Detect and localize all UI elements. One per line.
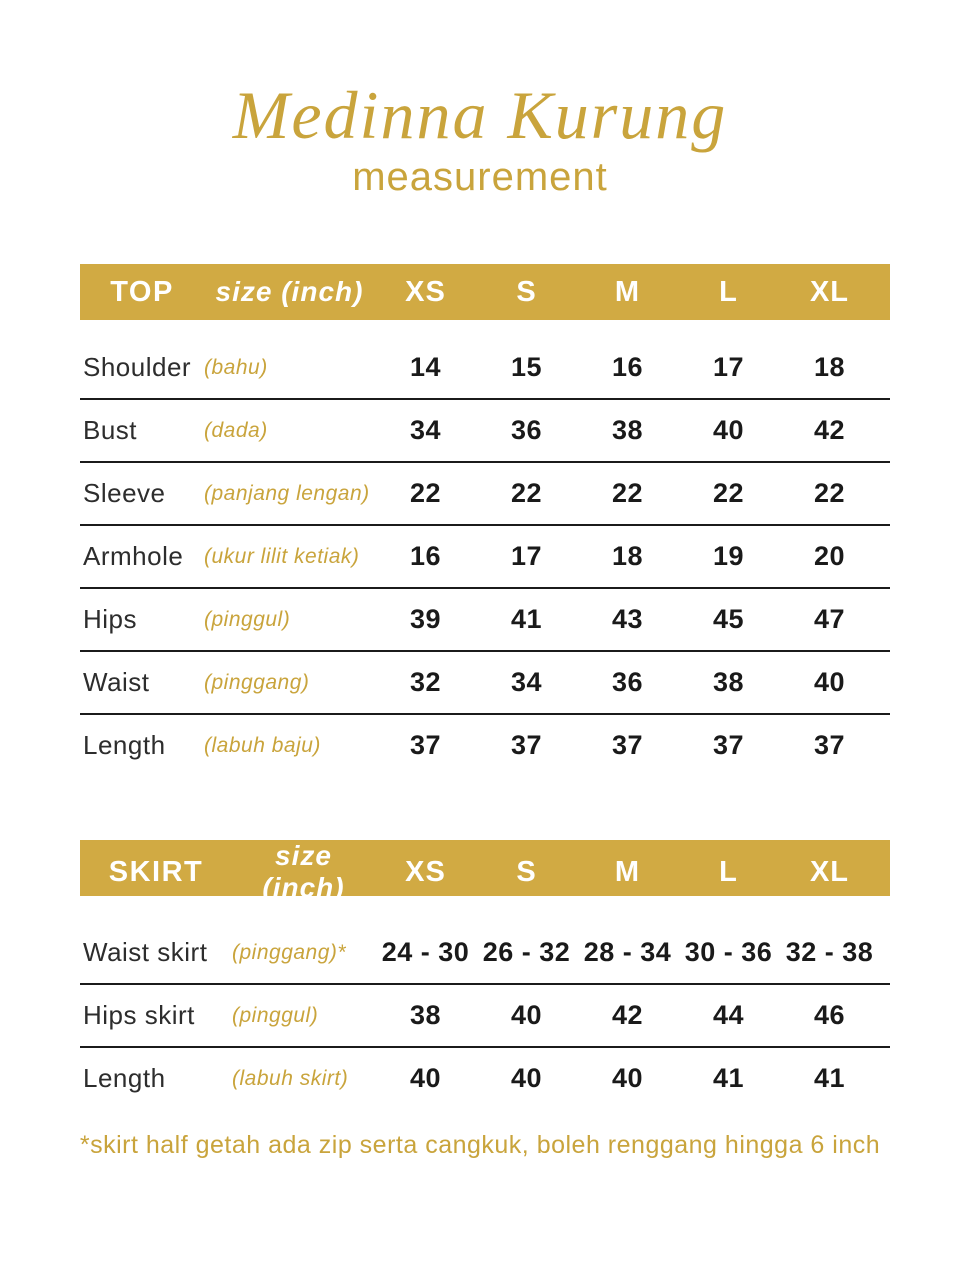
top-size-col-xs: XS <box>405 275 446 308</box>
cell-value: 22 <box>510 478 543 509</box>
cell-value: 36 <box>510 415 543 446</box>
top-size-unit-label: size (inch) <box>215 276 364 308</box>
top-table-header-band <box>80 264 890 320</box>
table-row-hips-skirt <box>80 985 890 1048</box>
top-size-col-l: L <box>719 275 738 308</box>
cell-value: 39 <box>409 604 442 635</box>
row-translation: (ukur lilit ketiak) <box>204 544 360 568</box>
cell-value: 28 - 34 <box>583 937 672 968</box>
table-row-waist-skirt <box>80 922 890 985</box>
row-label: Length <box>83 1063 166 1094</box>
row-translation: (pinggul) <box>232 1003 319 1027</box>
page-subtitle: measurement <box>352 155 608 200</box>
top-size-col-m: M <box>614 275 641 308</box>
row-label: Hips <box>83 604 138 635</box>
cell-value: 40 <box>510 1063 543 1094</box>
skirt-table-category: SKIRT <box>108 855 204 888</box>
cell-value: 32 <box>409 667 442 698</box>
cell-value: 17 <box>712 352 745 383</box>
top-table-category: TOP <box>110 275 174 308</box>
cell-value: 46 <box>813 1000 846 1031</box>
cell-value: 38 <box>712 667 745 698</box>
skirt-size-col-xl: XL <box>809 855 850 888</box>
top-size-col-s: S <box>516 275 537 308</box>
cell-value: 38 <box>611 415 644 446</box>
row-label: Length <box>83 730 166 761</box>
skirt-size-col-s: S <box>516 855 537 888</box>
row-label: Shoulder <box>83 352 192 383</box>
row-translation: (pinggul) <box>204 607 291 631</box>
page-title: Medinna Kurung <box>232 77 728 153</box>
table-row-length-top <box>80 715 890 776</box>
row-translation: (panjang lengan) <box>204 481 370 505</box>
cell-value: 41 <box>712 1063 745 1094</box>
skirt-size-unit-label: size (inch) <box>262 840 345 904</box>
cell-value: 37 <box>611 730 644 761</box>
cell-value: 19 <box>712 541 745 572</box>
skirt-size-col-m: M <box>614 855 641 888</box>
cell-value: 22 <box>813 478 846 509</box>
cell-value: 42 <box>611 1000 644 1031</box>
cell-value: 47 <box>813 604 846 635</box>
cell-value: 22 <box>611 478 644 509</box>
cell-value: 34 <box>510 667 543 698</box>
row-translation: (bahu) <box>204 355 268 379</box>
cell-value: 22 <box>409 478 442 509</box>
cell-value: 43 <box>611 604 644 635</box>
table-row-bust <box>80 400 890 463</box>
cell-value: 36 <box>611 667 644 698</box>
cell-value: 24 - 30 <box>381 937 470 968</box>
top-table-rows <box>80 337 890 776</box>
cell-value: 16 <box>409 541 442 572</box>
table-row-hips <box>80 589 890 652</box>
page-header <box>0 77 960 200</box>
cell-value: 44 <box>712 1000 745 1031</box>
cell-value: 14 <box>409 352 442 383</box>
row-label: Armhole <box>83 541 184 572</box>
cell-value: 38 <box>409 1000 442 1031</box>
table-row-shoulder <box>80 337 890 400</box>
row-label: Waist <box>83 667 150 698</box>
skirt-size-table <box>80 840 890 1109</box>
cell-value: 40 <box>611 1063 644 1094</box>
cell-value: 40 <box>813 667 846 698</box>
row-translation: (labuh skirt) <box>232 1066 349 1090</box>
skirt-table-rows <box>80 922 890 1109</box>
cell-value: 20 <box>813 541 846 572</box>
top-size-table <box>80 264 890 776</box>
skirt-footnote: *skirt half getah ada zip serta cangkuk, boleh renggang hingga 6 inch <box>79 1131 881 1160</box>
cell-value: 26 - 32 <box>482 937 571 968</box>
cell-value: 34 <box>409 415 442 446</box>
cell-value: 41 <box>510 604 543 635</box>
skirt-size-col-xs: XS <box>405 855 446 888</box>
cell-value: 37 <box>510 730 543 761</box>
table-row-sleeve <box>80 463 890 526</box>
top-size-col-xl: XL <box>809 275 850 308</box>
table-row-length-skirt <box>80 1048 890 1109</box>
skirt-size-col-l: L <box>719 855 738 888</box>
row-label: Hips skirt <box>83 1000 195 1031</box>
cell-value: 41 <box>813 1063 846 1094</box>
table-row-armhole <box>80 526 890 589</box>
cell-value: 37 <box>409 730 442 761</box>
cell-value: 40 <box>409 1063 442 1094</box>
cell-value: 42 <box>813 415 846 446</box>
row-translation: (pinggang) <box>204 670 310 694</box>
row-translation: (pinggang)* <box>232 940 347 964</box>
row-label: Bust <box>83 415 138 446</box>
cell-value: 18 <box>813 352 846 383</box>
row-translation: (labuh baju) <box>204 733 321 757</box>
cell-value: 40 <box>510 1000 543 1031</box>
cell-value: 40 <box>712 415 745 446</box>
row-translation: (dada) <box>204 418 268 442</box>
skirt-table-header-band <box>80 840 890 904</box>
cell-value: 17 <box>510 541 543 572</box>
cell-value: 22 <box>712 478 745 509</box>
cell-value: 16 <box>611 352 644 383</box>
cell-value: 37 <box>813 730 846 761</box>
cell-value: 32 - 38 <box>785 937 874 968</box>
cell-value: 37 <box>712 730 745 761</box>
cell-value: 15 <box>510 352 543 383</box>
cell-value: 45 <box>712 604 745 635</box>
cell-value: 18 <box>611 541 644 572</box>
row-label: Waist skirt <box>83 937 208 968</box>
row-label: Sleeve <box>83 478 166 509</box>
table-row-waist <box>80 652 890 715</box>
cell-value: 30 - 36 <box>684 937 773 968</box>
